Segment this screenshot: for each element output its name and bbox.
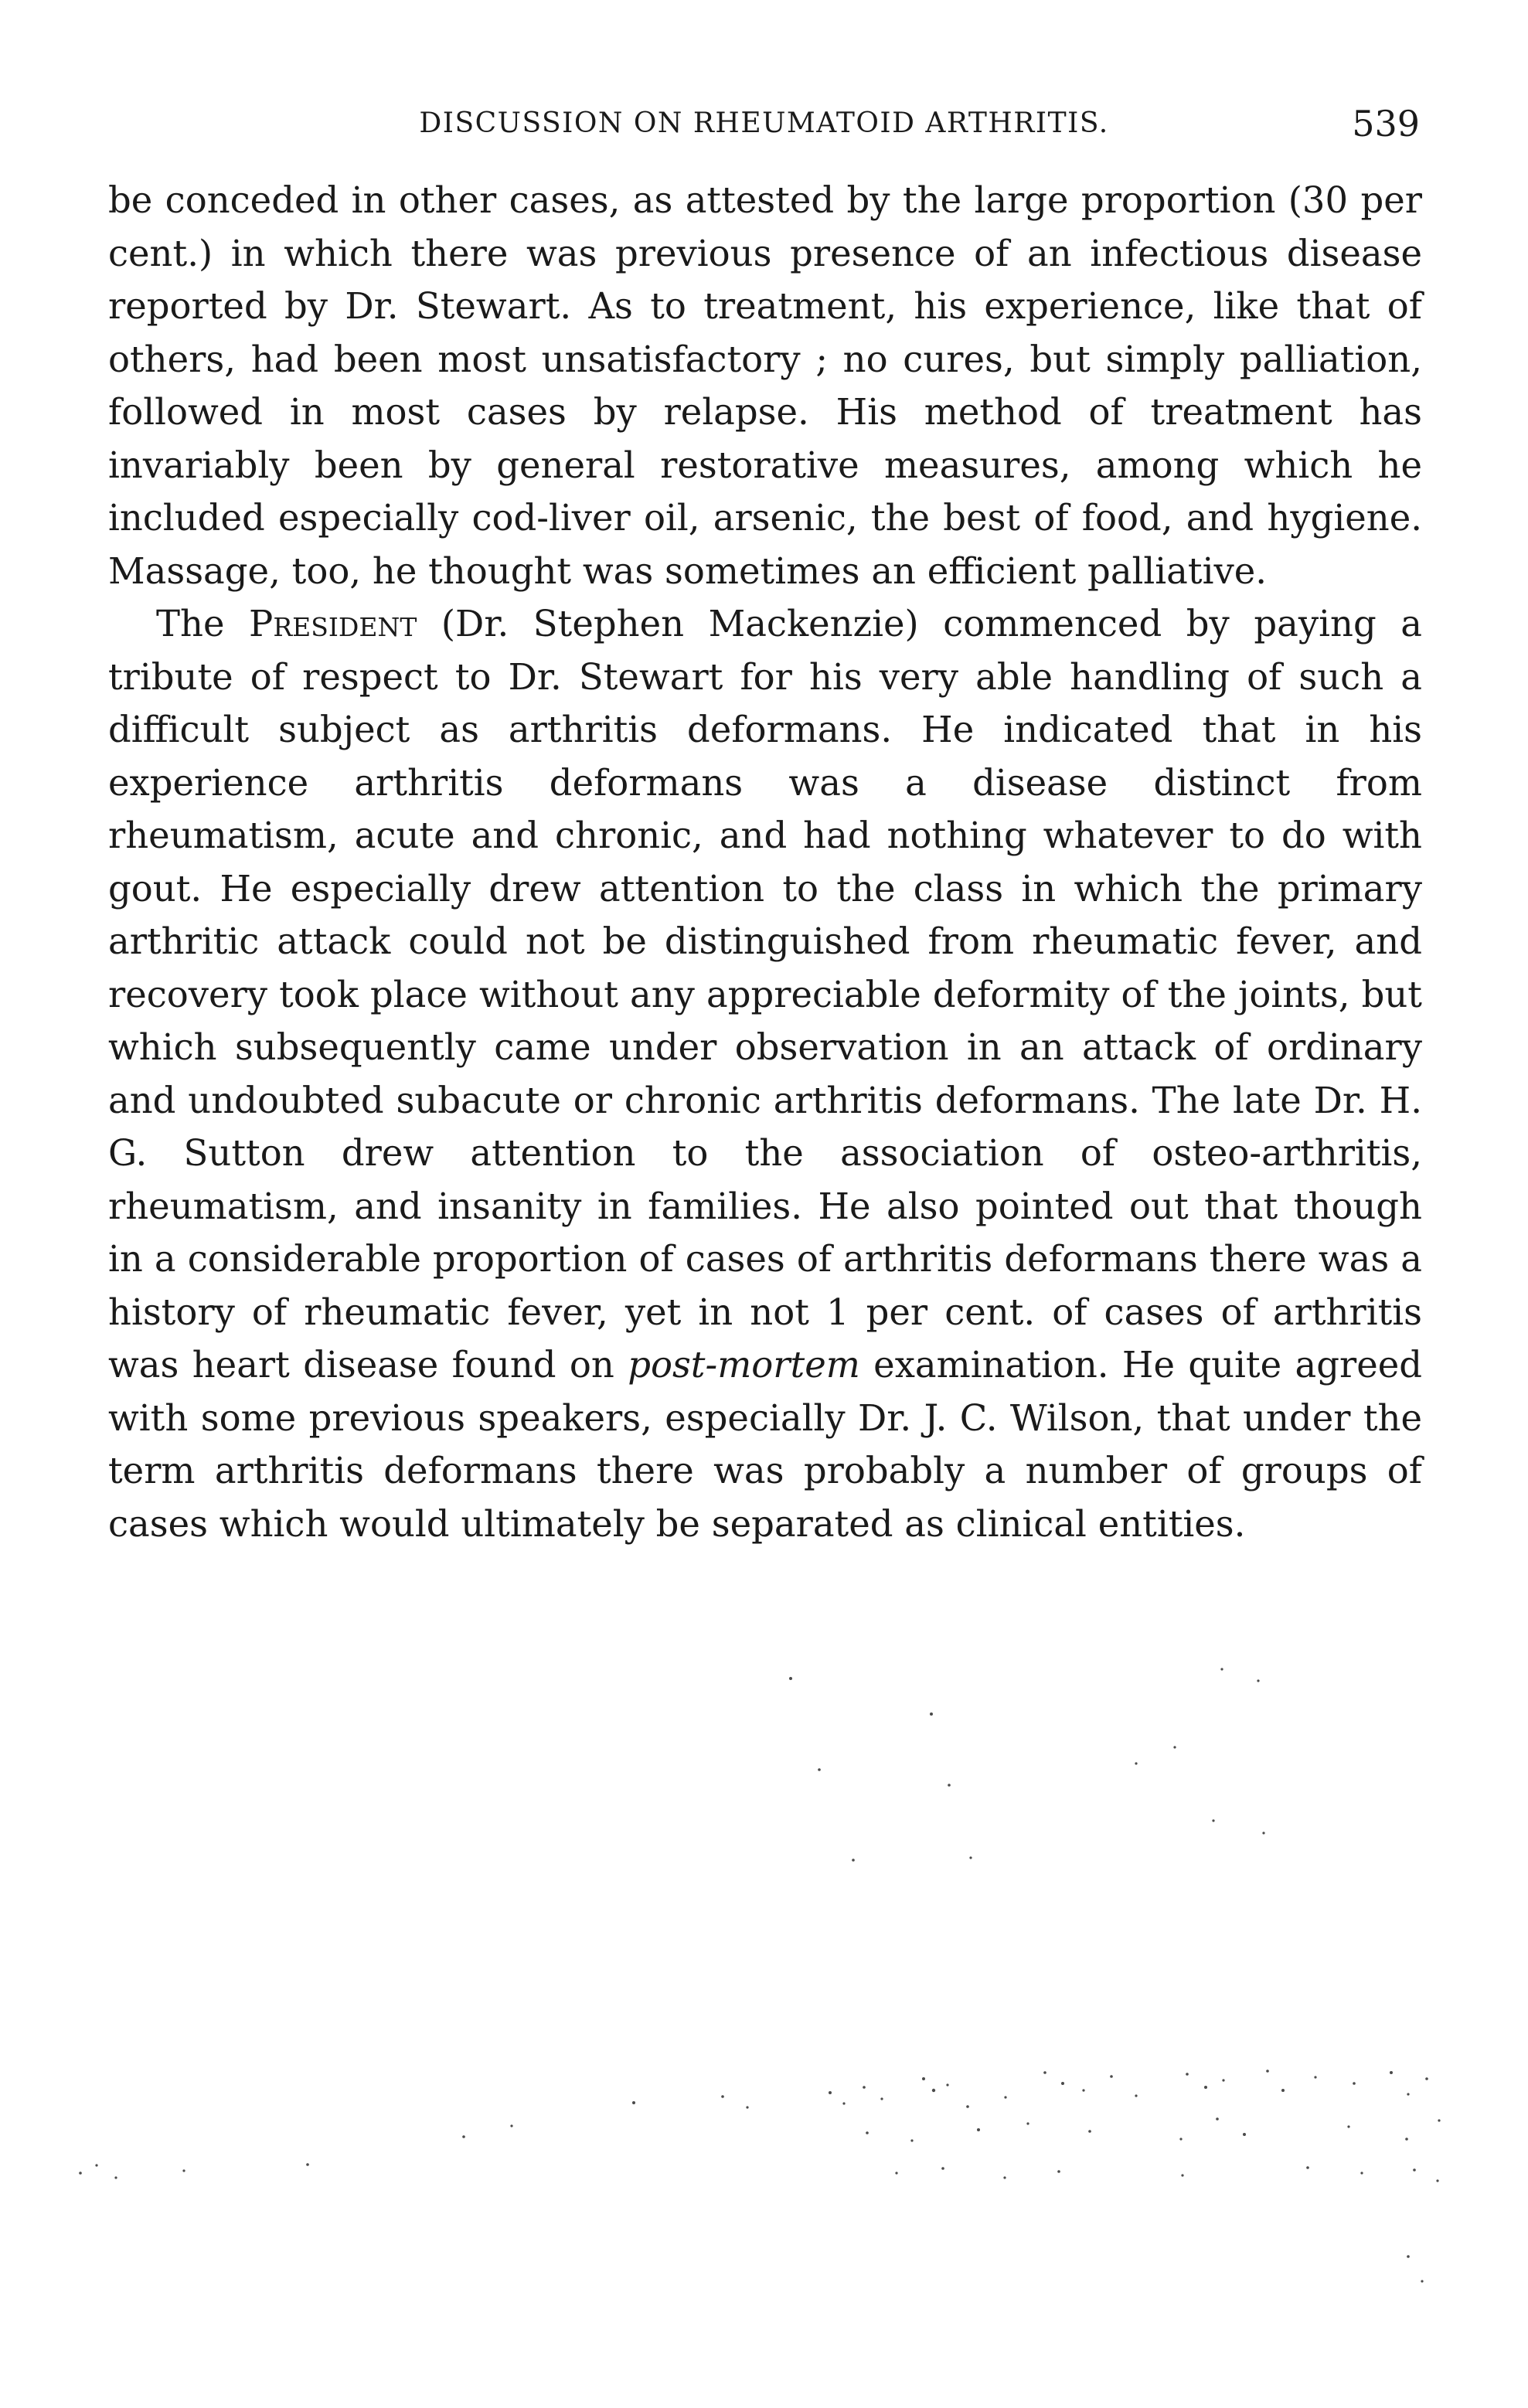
president-remarks-text: (Dr. Stephen Mackenzie) commenced by paying a tribute of respect to Dr. Stewart for his very able handling of such a difficult subject as arthritis deformans. He indicated that in his experience arthritis deformans was a disease distinct from rheumatism, acute and chronic, and had nothing whatever to do with gout. He especially drew attention to the class in which the primary arthritic attack could not be distinguished from rheumatic fever, and recovery took place without any appreciable deformity of the joints, but which subsequently came under observation in an attack of ordinary and undoubted subacute or chronic arthritis deformans. The late Dr. H. G. Sutton drew attention to the association of osteo-arthritis, rheumatism, and insanity in families. He also pointed out that though in a considerable proportion of cases of arthritis deformans there was a history of rheumatic fever, yet in not 1 per cent. of cases of arthritis was heart disease found on [108, 603, 1422, 1386]
running-title: DISCUSSION ON RHEUMATOID ARTHRITIS. [419, 107, 1109, 139]
president-remarks-end: examination. He quite agreed with some previous speakers, especially Dr. J. C. Wilson, that under the term arthritis deformans there was probably a number of groups of cases which would ultimately be separated as clinical entities. [108, 1344, 1422, 1545]
paragraph-continuation: be conceded in other cases, as attested by the large proportion (30 per cent.) in which there was previous presence of an infectious disease reported by Dr. Stewart. As to treatment, his experience, like that of others, had been most unsatisfactory ; no cures, but simply palliation, followed in most cases by relapse. His method of treatment has invariably been by general restorative measures, among which he included especially cod-liver oil, arsenic, the best of food, and hygiene. Massage, too, he thought was sometimes an efficient palliative. [108, 179, 1422, 592]
paragraph-president-remarks [108, 597, 1422, 1550]
body-text [108, 174, 1422, 1550]
page-number: 539 [1352, 103, 1420, 145]
running-head [108, 97, 1420, 151]
president-label: President [249, 603, 417, 645]
the-president-lead: The President [156, 603, 417, 645]
italic-term: post-mortem [628, 1344, 860, 1386]
